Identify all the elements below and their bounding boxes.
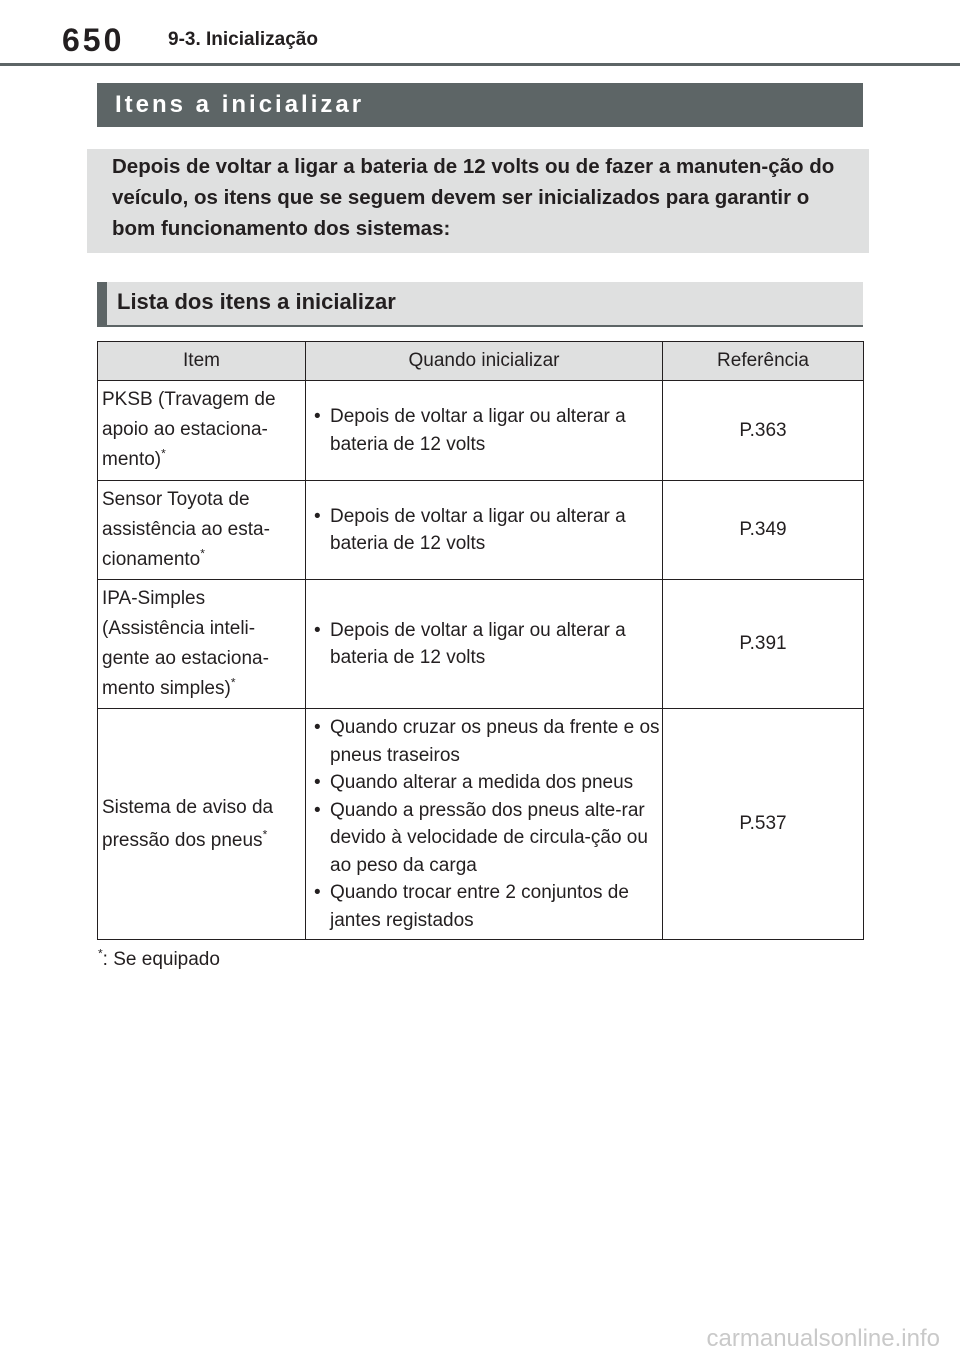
table-row <box>98 709 864 940</box>
item-name: Sensor Toyota de assistência ao esta-cionamento <box>102 489 270 570</box>
intro-text: Depois de voltar a ligar a bateria de 12 volts ou de fazer a manuten-ção do veículo, os itens que se seguem devem ser inicializados para garantir o bom funcionamento dos sistemas: <box>87 149 869 253</box>
condition-item: • Quando a pressão dos pneus alte-rar devido à velocidade de circula-ção ou ao peso da carga <box>312 797 660 880</box>
table-row <box>98 481 864 580</box>
condition-item: • Depois de voltar a ligar ou alterar a bateria de 12 volts <box>312 617 660 672</box>
footnote-text: : Se equipado <box>102 949 220 970</box>
footnote <box>98 946 220 974</box>
watermark: carmanualsonline.info <box>706 1325 940 1352</box>
footnote-mark: * <box>98 946 103 961</box>
when-cell <box>306 481 663 580</box>
item-name: IPA-Simples (Assistência inteli-gente ao estaciona-mento simples) <box>102 588 269 699</box>
condition-item: • Depois de voltar a ligar ou alterar a bateria de 12 volts <box>312 503 660 558</box>
condition-item: • Quando cruzar os pneus da frente e os pneus traseiros <box>312 714 660 769</box>
list-heading: Lista dos itens a inicializar <box>97 282 863 327</box>
when-cell <box>306 381 663 481</box>
reference-cell: P.537 <box>663 709 864 940</box>
reference-cell: P.391 <box>663 580 864 709</box>
page-number: 650 <box>62 22 125 58</box>
column-header-when: Quando inicializar <box>306 342 663 381</box>
condition-item: • Quando trocar entre 2 conjuntos de jantes registados <box>312 879 660 934</box>
column-header-item: Item <box>98 342 306 381</box>
table-row <box>98 580 864 709</box>
reference-cell: P.349 <box>663 481 864 580</box>
condition-item: • Depois de voltar a ligar ou alterar a bateria de 12 volts <box>312 403 660 458</box>
table-row <box>98 381 864 481</box>
item-name: Sistema de aviso da pressão dos pneus <box>102 797 274 851</box>
item-footnote-mark: * <box>230 675 236 690</box>
item-cell <box>98 381 306 481</box>
column-header-reference: Referência <box>663 342 864 381</box>
item-cell <box>98 481 306 580</box>
item-cell <box>98 580 306 709</box>
condition-item: • Quando alterar a medida dos pneus <box>312 769 660 797</box>
initialization-table <box>97 341 864 940</box>
item-name: PKSB (Travagem de apoio ao estaciona-mento) <box>102 389 276 470</box>
section-title: 9-3. Inicialização <box>168 29 318 50</box>
item-footnote-mark: * <box>161 446 166 461</box>
page-header <box>0 0 960 66</box>
when-cell <box>306 580 663 709</box>
reference-cell: P.363 <box>663 381 864 481</box>
item-cell <box>98 709 306 940</box>
item-footnote-mark: * <box>262 827 268 842</box>
item-footnote-mark: * <box>200 546 205 561</box>
section-banner: Itens a inicializar <box>97 83 863 127</box>
when-cell <box>306 709 663 940</box>
table-header-row <box>98 342 864 381</box>
